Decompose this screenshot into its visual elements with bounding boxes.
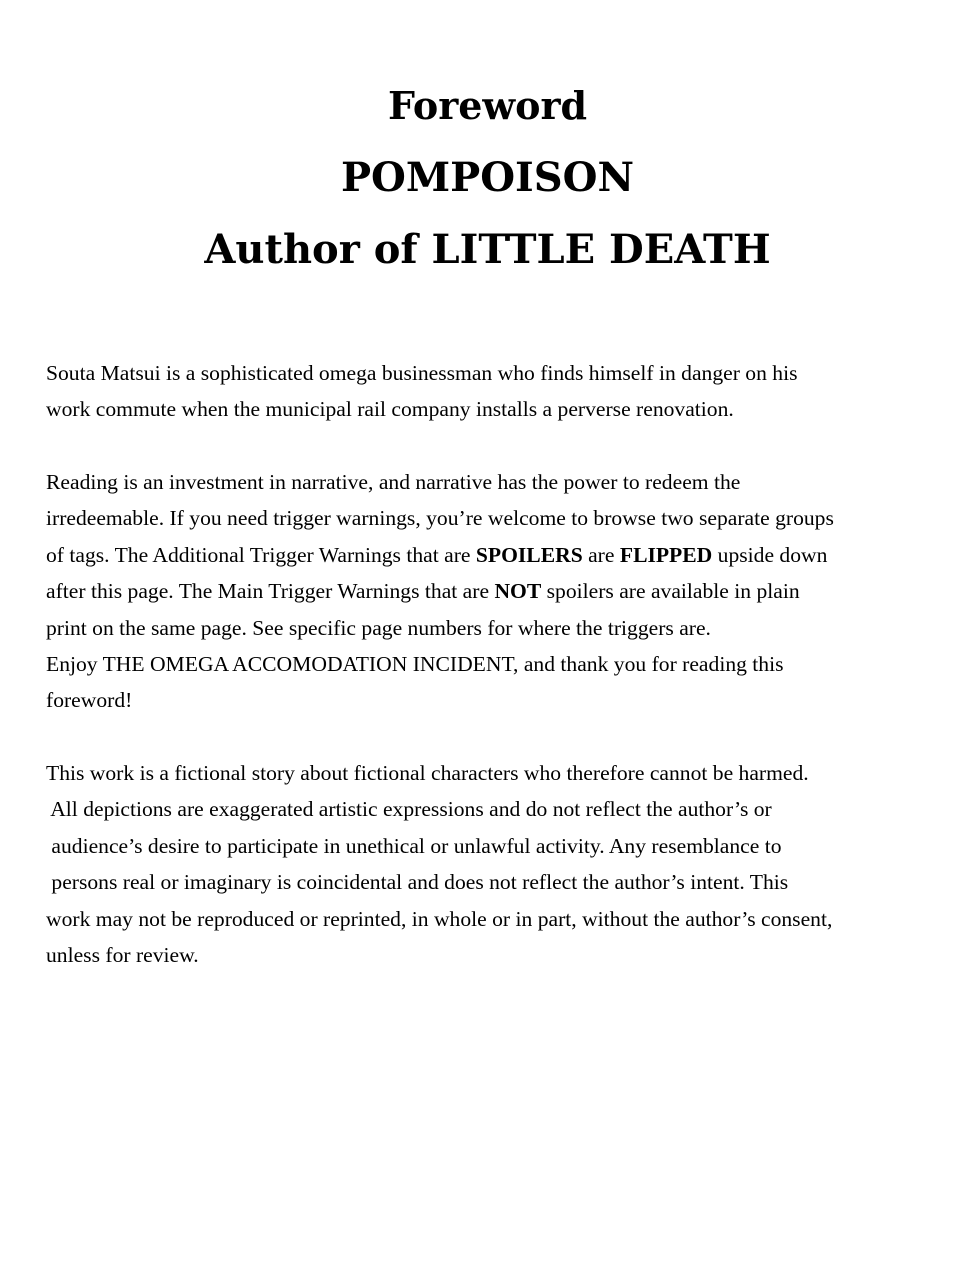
text-line: foreword! bbox=[46, 688, 133, 713]
text-run: upside down bbox=[712, 542, 828, 567]
trigger-warning-paragraph bbox=[46, 464, 946, 719]
title-block bbox=[0, 70, 975, 286]
disclaimer-paragraph bbox=[46, 755, 946, 973]
text-line: irredeemable. If you need trigger warnings, you’re welcome to browse two separate groups bbox=[46, 506, 834, 531]
author-credit: Author of LITTLE DEATH bbox=[204, 226, 771, 273]
spoilers-emphasis: SPOILERS bbox=[475, 542, 583, 567]
text-line: print on the same page. See specific page numbers for where the triggers are. bbox=[46, 615, 711, 640]
text-run: of tags. The Additional Trigger Warnings that are bbox=[46, 542, 476, 567]
text-line: work may not be reproduced or reprinted, in whole or in part, without the author’s consent, bbox=[46, 906, 833, 931]
text-line: work commute when the municipal rail company installs a perverse renovation. bbox=[46, 397, 734, 422]
text-line bbox=[46, 537, 946, 573]
text-line: Reading is an investment in narrative, and narrative has the power to redeem the bbox=[46, 470, 741, 494]
not-emphasis: NOT bbox=[494, 579, 542, 604]
text-line: persons real or imaginary is coincidental and does not reflect the author’s intent. This bbox=[46, 870, 789, 895]
foreword-heading: Foreword bbox=[387, 83, 588, 128]
text-line bbox=[46, 573, 946, 609]
text-run: are bbox=[582, 542, 620, 567]
text-run: after this page. The Main Trigger Warnings that are bbox=[46, 579, 495, 604]
flipped-emphasis: FLIPPED bbox=[619, 542, 713, 567]
text-line: audience’s desire to participate in unethical or unlawful activity. Any resemblance to bbox=[46, 833, 782, 858]
text-line: All depictions are exaggerated artistic expressions and do not reflect the author’s or bbox=[46, 797, 772, 822]
text-run: spoilers are available in plain bbox=[541, 579, 800, 604]
text-line: unless for review. bbox=[46, 943, 199, 968]
text-line: Enjoy THE OMEGA ACCOMODATION INCIDENT, and thank you for reading this bbox=[46, 652, 784, 677]
text-line: This work is a fictional story about fictional characters who therefore cannot be harmed. bbox=[46, 761, 809, 785]
synopsis-paragraph bbox=[46, 355, 946, 428]
author-name: POMPOISON bbox=[340, 154, 635, 201]
text-line: Souta Matsui is a sophisticated omega businessman who finds himself in danger on his bbox=[46, 361, 798, 385]
